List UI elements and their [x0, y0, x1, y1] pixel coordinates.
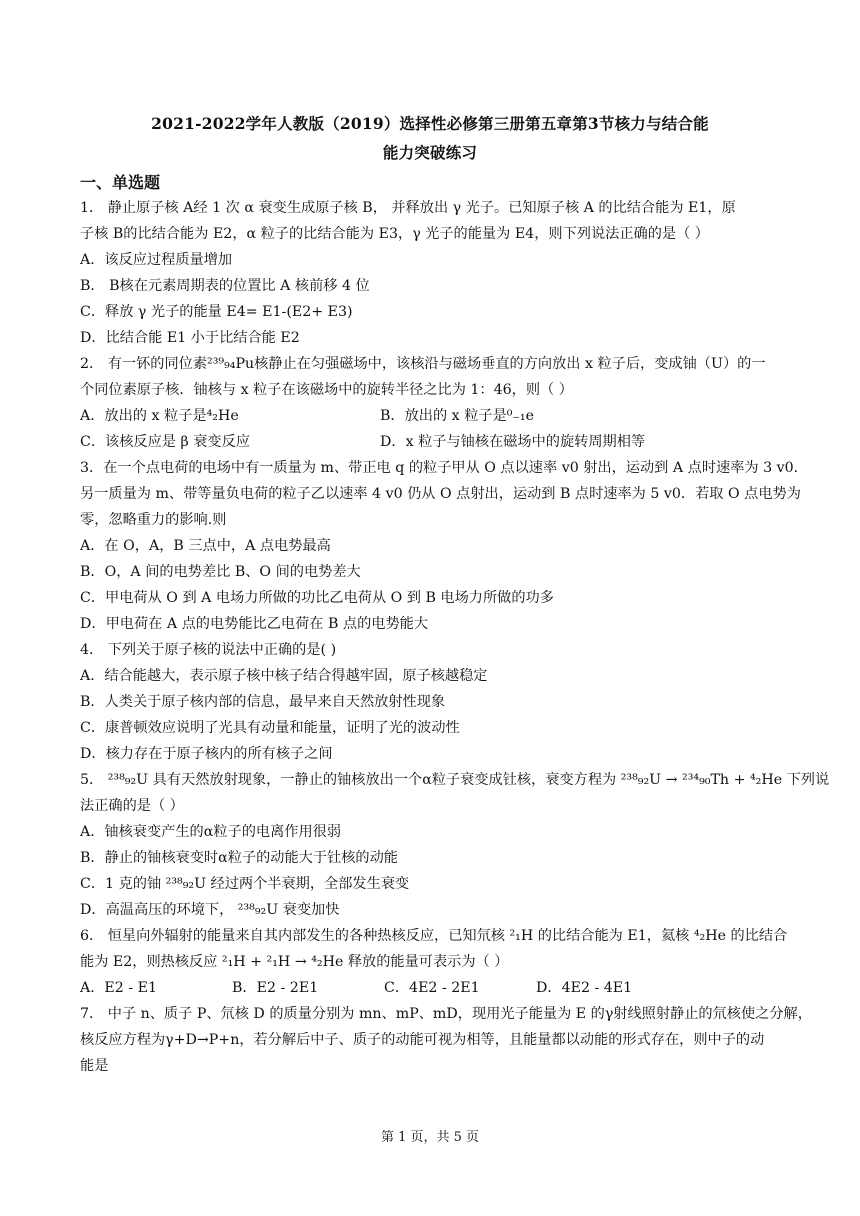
question-line: 6． 恒星向外辐射的能量来自其内部发生的各种热核反应，已知氘核 ²₁H 的比结合能为 E1，氦核 ⁴₂He 的比结合 [80, 928, 788, 944]
option-line: D．比结合能 E1 小于比结合能 E2 [80, 330, 300, 346]
option-line: C．1 克的铀 ²³⁸₉₂U 经过两个半衰期，全部发生衰变 [80, 876, 410, 892]
question-line: 核反应方程为γ+D→P+n，若分解后中子、质子的动能可视为相等，且能量都以动能的形式存在，则中子的动 [80, 1032, 765, 1048]
page-footer: 第 1 页，共 5 页 [380, 1130, 480, 1145]
question-line: 零，忽略重力的影响.则 [80, 512, 227, 528]
option-line: B．人类关于原子核内部的信息，最早来自天然放射性现象 [80, 694, 446, 710]
option-line: A．铀核衰变产生的α粒子的电离作用很弱 [80, 824, 342, 840]
question-line: 3．在一个点电荷的电场中有一质量为 m、带正电 q 的粒子甲从 O 点以速率 v0 射出，运动到 A 点时速率为 3 v0． [80, 460, 808, 476]
question-line: 2． 有一钚的同位素²³⁹₉₄Pu核静止在匀强磁场中，该核沿与磁场垂直的方向放出 x 粒子后，变成铀（U）的一 [80, 356, 766, 372]
option-line: C．该核反应是 β 衰变反应 [80, 434, 250, 450]
section-heading: 一、单选题 [80, 173, 161, 192]
option-line: A．放出的 x 粒子是⁴₂He [80, 408, 239, 424]
option-line: C．释放 γ 光子的能量 E4= E1-(E2+ E3) [80, 304, 353, 320]
option-line: B．静止的铀核衰变时α粒子的动能大于钍核的动能 [80, 850, 398, 866]
option-line: B．放出的 x 粒子是⁰₋₁e [380, 408, 535, 424]
option-line: A．结合能越大，表示原子核中核子结合得越牢固，原子核越稳定 [80, 668, 488, 684]
option-line: D．4E2 - 4E1 [536, 980, 633, 996]
question-line: 个同位素原子核．铀核与 x 粒子在该磁场中的旋转半径之比为 1：46，则（ ） [80, 382, 573, 398]
option-line: A．在 O，A，B 三点中，A 点电势最高 [80, 538, 331, 554]
option-line: A．E2 - E1 [80, 980, 158, 996]
question-line: 4． 下列关于原子核的说法中正确的是( ) [80, 642, 337, 658]
option-line: D．核力存在于原子核内的所有核子之间 [80, 746, 333, 762]
option-line: B．O，A 间的电势差比 B、O 间的电势差大 [80, 564, 361, 580]
option-line: C．康普顿效应说明了光具有动量和能量，证明了光的波动性 [80, 720, 460, 736]
question-line: 法正确的是（ ） [80, 798, 184, 814]
page-title: 2021-2022学年人教版（2019）选择性必修第三册第五章第3节核力与结合能 [151, 114, 709, 133]
page-subtitle: 能力突破练习 [382, 143, 478, 162]
question-line: 能为 E2，则热核反应 ²₁H + ²₁H → ⁴₂He 释放的能量可表示为（ ） [80, 954, 509, 970]
option-line: D．甲电荷在 A 点的电势能比乙电荷在 B 点的电势能大 [80, 616, 429, 632]
question-line: 7． 中子 n、质子 P、氘核 D 的质量分别为 mn、mP、mD，现用光子能量为 E 的γ射线照射静止的氘核使之分解， [80, 1006, 812, 1022]
option-line: C．4E2 - 2E1 [384, 980, 480, 996]
option-line: C．甲电荷从 O 到 A 电场力所做的功比乙电荷从 O 到 B 电场力所做的功多 [80, 590, 554, 606]
option-line: B． B核在元素周期表的位置比 A 核前移 4 位 [80, 278, 370, 294]
question-line: 5． ²³⁸₉₂U 具有天然放射现象，一静止的铀核放出一个α粒子衰变成钍核，衰变方程为 ²³⁸₉₂U → ²³⁴₉₀Th + ⁴₂He 下列说 [80, 772, 830, 788]
option-line: A．该反应过程质量增加 [80, 252, 233, 268]
question-line: 能是 [80, 1058, 109, 1074]
option-line: D．x 粒子与铀核在磁场中的旋转周期相等 [380, 434, 646, 450]
question-line: 1． 静止原子核 A经 1 次 α 衰变生成原子核 B， 并释放出 γ 光子。已知原子核 A 的比结合能为 E1，原 [80, 200, 736, 216]
question-line: 子核 B的比结合能为 E2，α 粒子的比结合能为 E3，γ 光子的能量为 E4，则下列说法正确的是（ ） [80, 226, 709, 242]
option-line: D．高温高压的环境下， ²³⁸₉₂U 衰变加快 [80, 902, 340, 918]
question-line: 另一质量为 m、带等量负电荷的粒子乙以速率 4 v0 仍从 O 点射出，运动到 B 点时速率为 5 v0．若取 O 点电势为 [80, 486, 801, 502]
option-line: B．E2 - 2E1 [232, 980, 319, 996]
